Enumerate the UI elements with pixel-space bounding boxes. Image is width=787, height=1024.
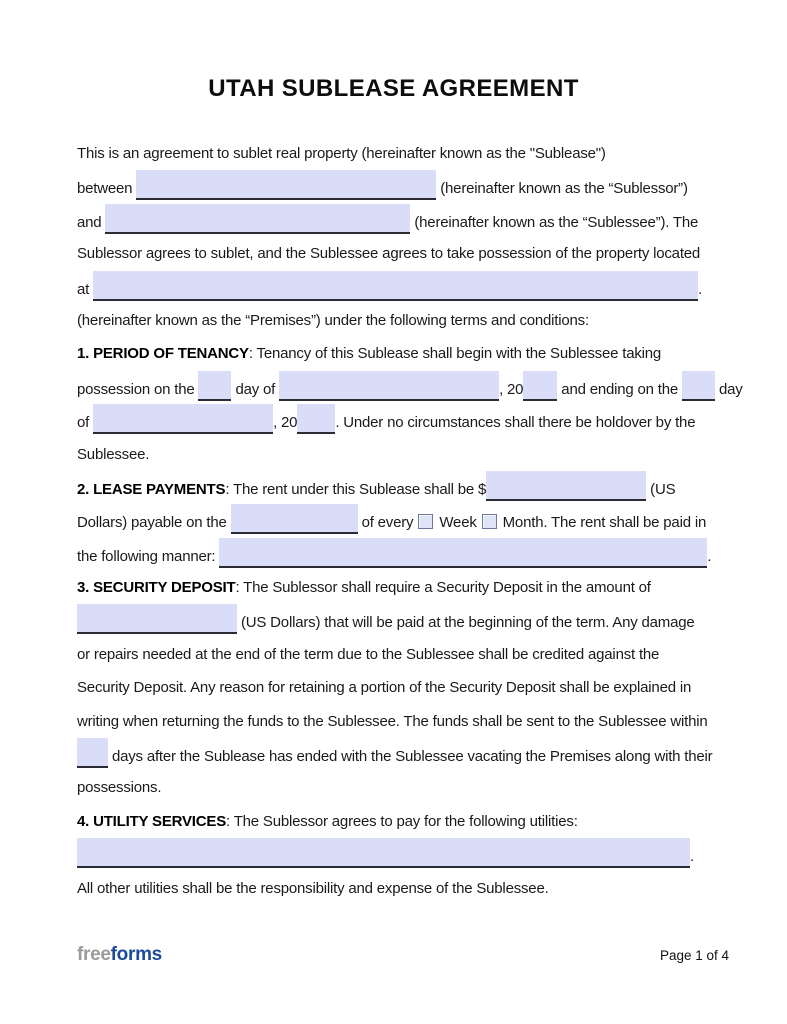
deposit-text: days after the Sublease has ended with the Sublessee vacating the Premises along with their (108, 748, 713, 766)
intro-text: This is an agreement to sublet real property (hereinafter known as the "Sublease") (77, 145, 606, 162)
deposit-line-4 (77, 671, 725, 704)
deposit-text: (US Dollars) that will be paid at the beginning of the term. Any damage (237, 614, 695, 632)
document-title: UTAH SUBLEASE AGREEMENT (208, 75, 579, 102)
start-year-field[interactable] (523, 371, 557, 401)
intro-line-6 (77, 304, 725, 337)
rent-amount-field[interactable] (486, 471, 646, 501)
document-body (77, 137, 743, 905)
tenancy-text: day of (231, 380, 280, 398)
logo-free-text: free (77, 944, 111, 965)
deposit-line-5 (77, 705, 725, 738)
tenancy-text: and ending on the (557, 380, 682, 398)
payment-day-field[interactable] (231, 504, 358, 534)
month-label: Month. The rent shall be paid in (502, 514, 707, 532)
page-footer (77, 944, 729, 966)
end-day-field[interactable] (682, 371, 715, 401)
deposit-text: : The Sublessor shall require a Security Deposit in the amount of (235, 579, 651, 597)
intro-line-2 (77, 170, 725, 203)
payments-text: the following manner: (77, 547, 220, 565)
intro-text: between (77, 180, 137, 198)
intro-text: Sublessor agrees to sublet, and the Sublessee agrees to take possession of the property located (77, 245, 701, 263)
deposit-line-6 (77, 738, 725, 771)
utilities-text: . (690, 848, 694, 866)
tenancy-text: day (714, 380, 743, 398)
intro-text: . (698, 280, 703, 298)
month-checkbox[interactable] (482, 514, 497, 529)
payments-text: : The rent under this Sublease shall be $ (225, 480, 487, 498)
end-year-field[interactable] (297, 404, 335, 434)
deposit-line-1 (77, 571, 725, 604)
intro-text: (hereinafter known as the “Sublessee”). The (410, 213, 699, 231)
deposit-line-2 (77, 604, 725, 637)
section-heading-tenancy: 1. PERIOD OF TENANCY (77, 345, 249, 363)
utilities-line-1 (77, 805, 725, 838)
payments-line-1 (77, 471, 725, 504)
return-days-field[interactable] (77, 738, 108, 768)
payments-text: (US (646, 480, 676, 498)
tenancy-text: possession on the (77, 380, 199, 398)
intro-text: at (77, 280, 94, 298)
start-day-field[interactable] (198, 371, 231, 401)
payments-text: . (707, 547, 712, 565)
utilities-line-3 (77, 872, 725, 905)
tenancy-line-4 (77, 438, 725, 471)
intro-text: and (77, 213, 106, 231)
tenancy-text: of (77, 414, 94, 432)
utilities-text: All other utilities shall be the responsibility and expense of the Sublessee. (77, 879, 549, 897)
intro-line-3 (77, 204, 725, 237)
deposit-text: possessions. (77, 779, 162, 797)
page-indicator: Page 1 of 4 (659, 948, 729, 963)
intro-line-1 (77, 137, 725, 170)
premises-address-field[interactable] (93, 271, 698, 301)
start-month-field[interactable] (279, 371, 499, 401)
section-heading-payments: 2. LEASE PAYMENTS (77, 480, 226, 498)
deposit-amount-field[interactable] (77, 604, 237, 634)
utilities-text: : The Sublessor agrees to pay for the following utilities: (226, 812, 578, 830)
sublessor-name-field[interactable] (136, 170, 436, 200)
payment-manner-field[interactable] (219, 538, 707, 568)
end-month-field[interactable] (93, 404, 273, 434)
payments-text: of every (357, 514, 414, 532)
intro-text: (hereinafter known as the “Sublessor”) (436, 180, 688, 198)
payments-line-2 (77, 504, 725, 537)
deposit-text: Security Deposit. Any reason for retaining a portion of the Security Deposit shall be explained in (77, 679, 692, 697)
deposit-line-3 (77, 638, 725, 671)
deposit-text: writing when returning the funds to the Sublessee. The funds shall be sent to the Sublessee within (77, 712, 708, 730)
tenancy-text: , 20 (499, 380, 524, 398)
sublessee-name-field[interactable] (105, 204, 410, 234)
deposit-text: or repairs needed at the end of the term due to the Sublessee shall be credited against the (77, 645, 660, 663)
intro-text: (hereinafter known as the “Premises”) under the following terms and conditions: (77, 311, 589, 329)
tenancy-line-2 (77, 371, 743, 404)
freeforms-logo (77, 944, 162, 966)
section-heading-deposit: 3. SECURITY DEPOSIT (77, 579, 236, 597)
week-checkbox[interactable] (418, 514, 433, 529)
week-label: Week (439, 514, 477, 532)
utilities-line-2 (77, 838, 725, 871)
tenancy-line-1 (77, 337, 725, 370)
deposit-line-7 (77, 771, 725, 804)
utilities-field[interactable] (77, 838, 690, 868)
intro-line-4 (77, 237, 725, 270)
tenancy-text: . Under no circumstances shall there be holdover by the (335, 414, 696, 432)
payments-line-3 (77, 538, 725, 571)
logo-forms-text: forms (110, 944, 162, 965)
tenancy-line-3 (77, 404, 725, 437)
section-heading-utilities: 4. UTILITY SERVICES (77, 812, 227, 830)
intro-line-5 (77, 271, 725, 304)
tenancy-text: , 20 (273, 414, 298, 432)
tenancy-text: Sublessee. (77, 445, 150, 463)
payments-text: Dollars) payable on the (77, 514, 231, 532)
tenancy-text: : Tenancy of this Sublease shall begin with the Sublessee taking (248, 345, 662, 363)
